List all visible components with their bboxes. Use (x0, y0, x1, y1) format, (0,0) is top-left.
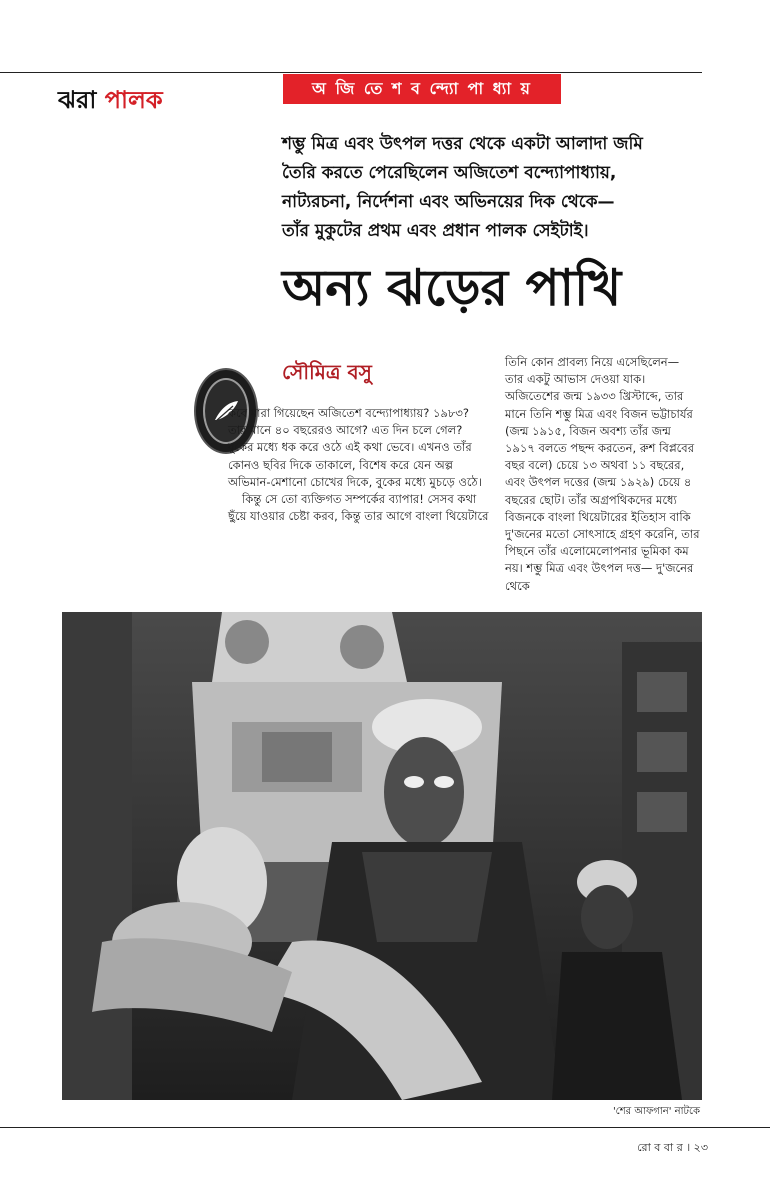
body-paragraph: কিন্তু সে তো ব্যক্তিগত সম্পর্কের ব্যাপার! সেসব কথা ছুঁয়ে যাওয়ার চেষ্টা করব, কিন্তু তার আগে বাংলা থিয়েটারে (228, 492, 489, 524)
section-label (58, 82, 163, 122)
section-label-word2: পালক (104, 86, 163, 114)
standfirst-line: শম্ভু মিত্র এবং উৎপল দত্তর থেকে একটা আলাদা জমি (282, 134, 643, 154)
top-rule (0, 72, 702, 73)
body-column-1 (228, 405, 490, 525)
standfirst (282, 130, 702, 246)
standfirst-line: তৈরি করতে পেরেছিলেন অজিতেশ বন্দ্যোপাধ্যায়, (282, 163, 617, 183)
page-folio: রো ব বা র । ২৩ (637, 1141, 708, 1154)
section-label-word1: ঝরা (58, 86, 97, 114)
standfirst-line: নাট্যরচনা, নির্দেশনা এবং অভিনয়ের দিক থেকে— (282, 192, 615, 212)
byline: সৌমিত্র বসু (282, 360, 372, 384)
photo-caption: 'শের আফগান' নাটকে (612, 1106, 700, 1117)
standfirst-line: তাঁর মুকুটের প্রথম এবং প্রধান পালক সেইটাই। (282, 221, 589, 241)
headline: অন্য ঝড়ের পাখি (282, 259, 622, 317)
author-name-banner: অ জি তে শ ব ন্দ্যো পা ধ্যা য় (283, 74, 561, 104)
body-column-2 (505, 354, 701, 595)
stage-photo (62, 612, 702, 1100)
body-paragraph: তিনি কোন প্রাবল্য নিয়ে এসেছিলেন— তার একটু আভাস দেওয়া যাক। অজিতেশের জন্ম ১৯৩৩ খ্রিস্টাব্দে, তার মানে তিনি শম্ভু মিত্র এবং বিজন ভট্টাচার্যর (জন্ম ১৯১৫, বিজন অবশ্য তাঁর জন্ম ১৯১৭ বলতে পছন্দ করতেন, রুশ বিপ্লবের বছর বলে) চেয়ে ১৩ অথবা ১১ বছরের, এবং উৎপল দত্তের (জন্ম ১৯২৯) চেয়ে ৪ বছরের ছোট। তাঁর অগ্রপথিকদের মধ্যে বিজনকে বাংলা থিয়েটারের ইতিহাস বাকি দু'জনের মতো সোৎসাহে গ্রহণ করেনি, তার পিছনে তাঁর এলোমেলোপনার ভূমিকা কম নয়। শম্ভু মিত্র এবং উৎপল দত্ত— দু'জনের থেকে (505, 355, 700, 593)
body-paragraph: কবে মারা গিয়েছেন অজিতেশ বন্দ্যোপাধ্যায়? ১৯৮৩? তার মানে ৪০ বছরেরও আগে? এত দিন চলে গেল? বুকের মধ্যে ধক করে ওঠে এই কথা ভেবে। এখনও তাঁর কোনও ছবির দিকে তাকালে, বিশেষ করে যেন অল্প অভিমান-মেশানো চোখের দিকে, বুকের মধ্যে মুচড়ে ওঠে। (228, 406, 482, 489)
bottom-rule (0, 1127, 770, 1128)
